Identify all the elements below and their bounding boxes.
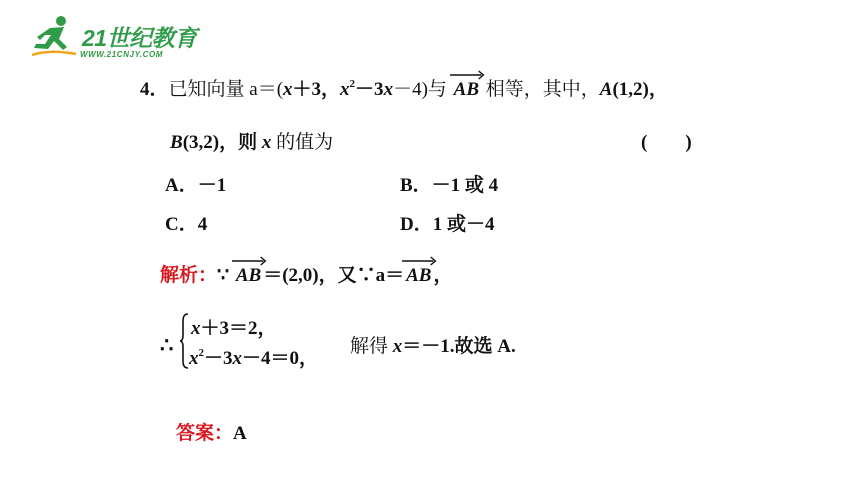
point-a-coords: (1,2)， — [612, 79, 668, 100]
equation-2 — [189, 343, 318, 370]
runner-icon — [30, 14, 80, 60]
question-stem-d: －4)与 — [393, 79, 447, 100]
question-stem-e: 相等，其中 — [485, 79, 581, 100]
question-stem-b: ＋3， — [292, 79, 341, 100]
vector-label: AB — [453, 79, 479, 100]
vector-label: AB — [235, 265, 262, 286]
analysis-eq1: ＝(2,0)，又∵a＝ — [263, 265, 405, 286]
question-stem-f: 的值为 — [276, 132, 334, 153]
var-x: x — [340, 79, 350, 100]
vector-ab — [452, 79, 481, 101]
option-a: A．－1 — [165, 175, 227, 196]
exponent: 2 — [349, 78, 356, 90]
point-b: B — [170, 132, 183, 153]
analysis-line — [160, 260, 453, 287]
question-line-2 — [170, 127, 333, 154]
solution-rest: ＝－1.故选 A. — [402, 336, 516, 357]
equation-2-rest: －4＝0， — [242, 348, 319, 369]
left-brace-icon — [179, 313, 189, 369]
question-number: 4． — [140, 79, 169, 100]
var-x: x — [189, 348, 199, 369]
answer-value: A — [233, 423, 247, 444]
var-x: x — [191, 318, 201, 339]
answer-label: 答案： — [176, 423, 234, 444]
question-stem-f-prefix: ， — [580, 79, 600, 100]
var-x: x — [383, 79, 394, 100]
equation-2-mid: －3 — [204, 348, 233, 369]
vector-ab — [234, 265, 263, 287]
site-logo — [30, 12, 200, 66]
option-b: B．－1 或 4 — [400, 175, 499, 196]
vector-arrow-icon — [402, 256, 435, 266]
question-stem-a: 已知向量 a＝( — [168, 79, 284, 100]
analysis-comma: ， — [433, 265, 453, 286]
equation-1 — [191, 313, 277, 340]
var-x: x — [283, 79, 293, 100]
exponent: 2 — [198, 347, 204, 359]
option-d: D．1 或－4 — [400, 214, 495, 235]
vector-arrow-icon — [232, 256, 265, 266]
equation-1-rest: ＋3＝2， — [200, 318, 277, 339]
solution-prefix: 解得 — [350, 336, 389, 357]
logo-url-text: WWW.21CNJY.COM — [80, 50, 164, 59]
vector-label: AB — [406, 265, 432, 286]
var-x: x — [392, 336, 403, 357]
answer-blank: ( ) — [641, 132, 692, 153]
var-x: x — [261, 132, 272, 153]
point-b-coords: (3,2)，则 — [182, 132, 258, 153]
answer-line — [176, 418, 247, 445]
analysis-label: 解析： — [160, 265, 218, 286]
solution-line — [350, 331, 516, 358]
logo-brand-text: 21世纪教育 — [82, 25, 197, 51]
question-line-1 — [140, 74, 668, 101]
var-x: x — [232, 348, 243, 369]
because-symbol: ∵ — [217, 265, 230, 286]
option-c: C．4 — [165, 214, 208, 235]
point-a: A — [599, 79, 613, 100]
therefore-symbol: ∴ — [160, 333, 174, 357]
vector-ab — [404, 265, 433, 287]
question-stem-c: －3 — [355, 79, 384, 100]
vector-arrow-icon — [450, 70, 483, 80]
